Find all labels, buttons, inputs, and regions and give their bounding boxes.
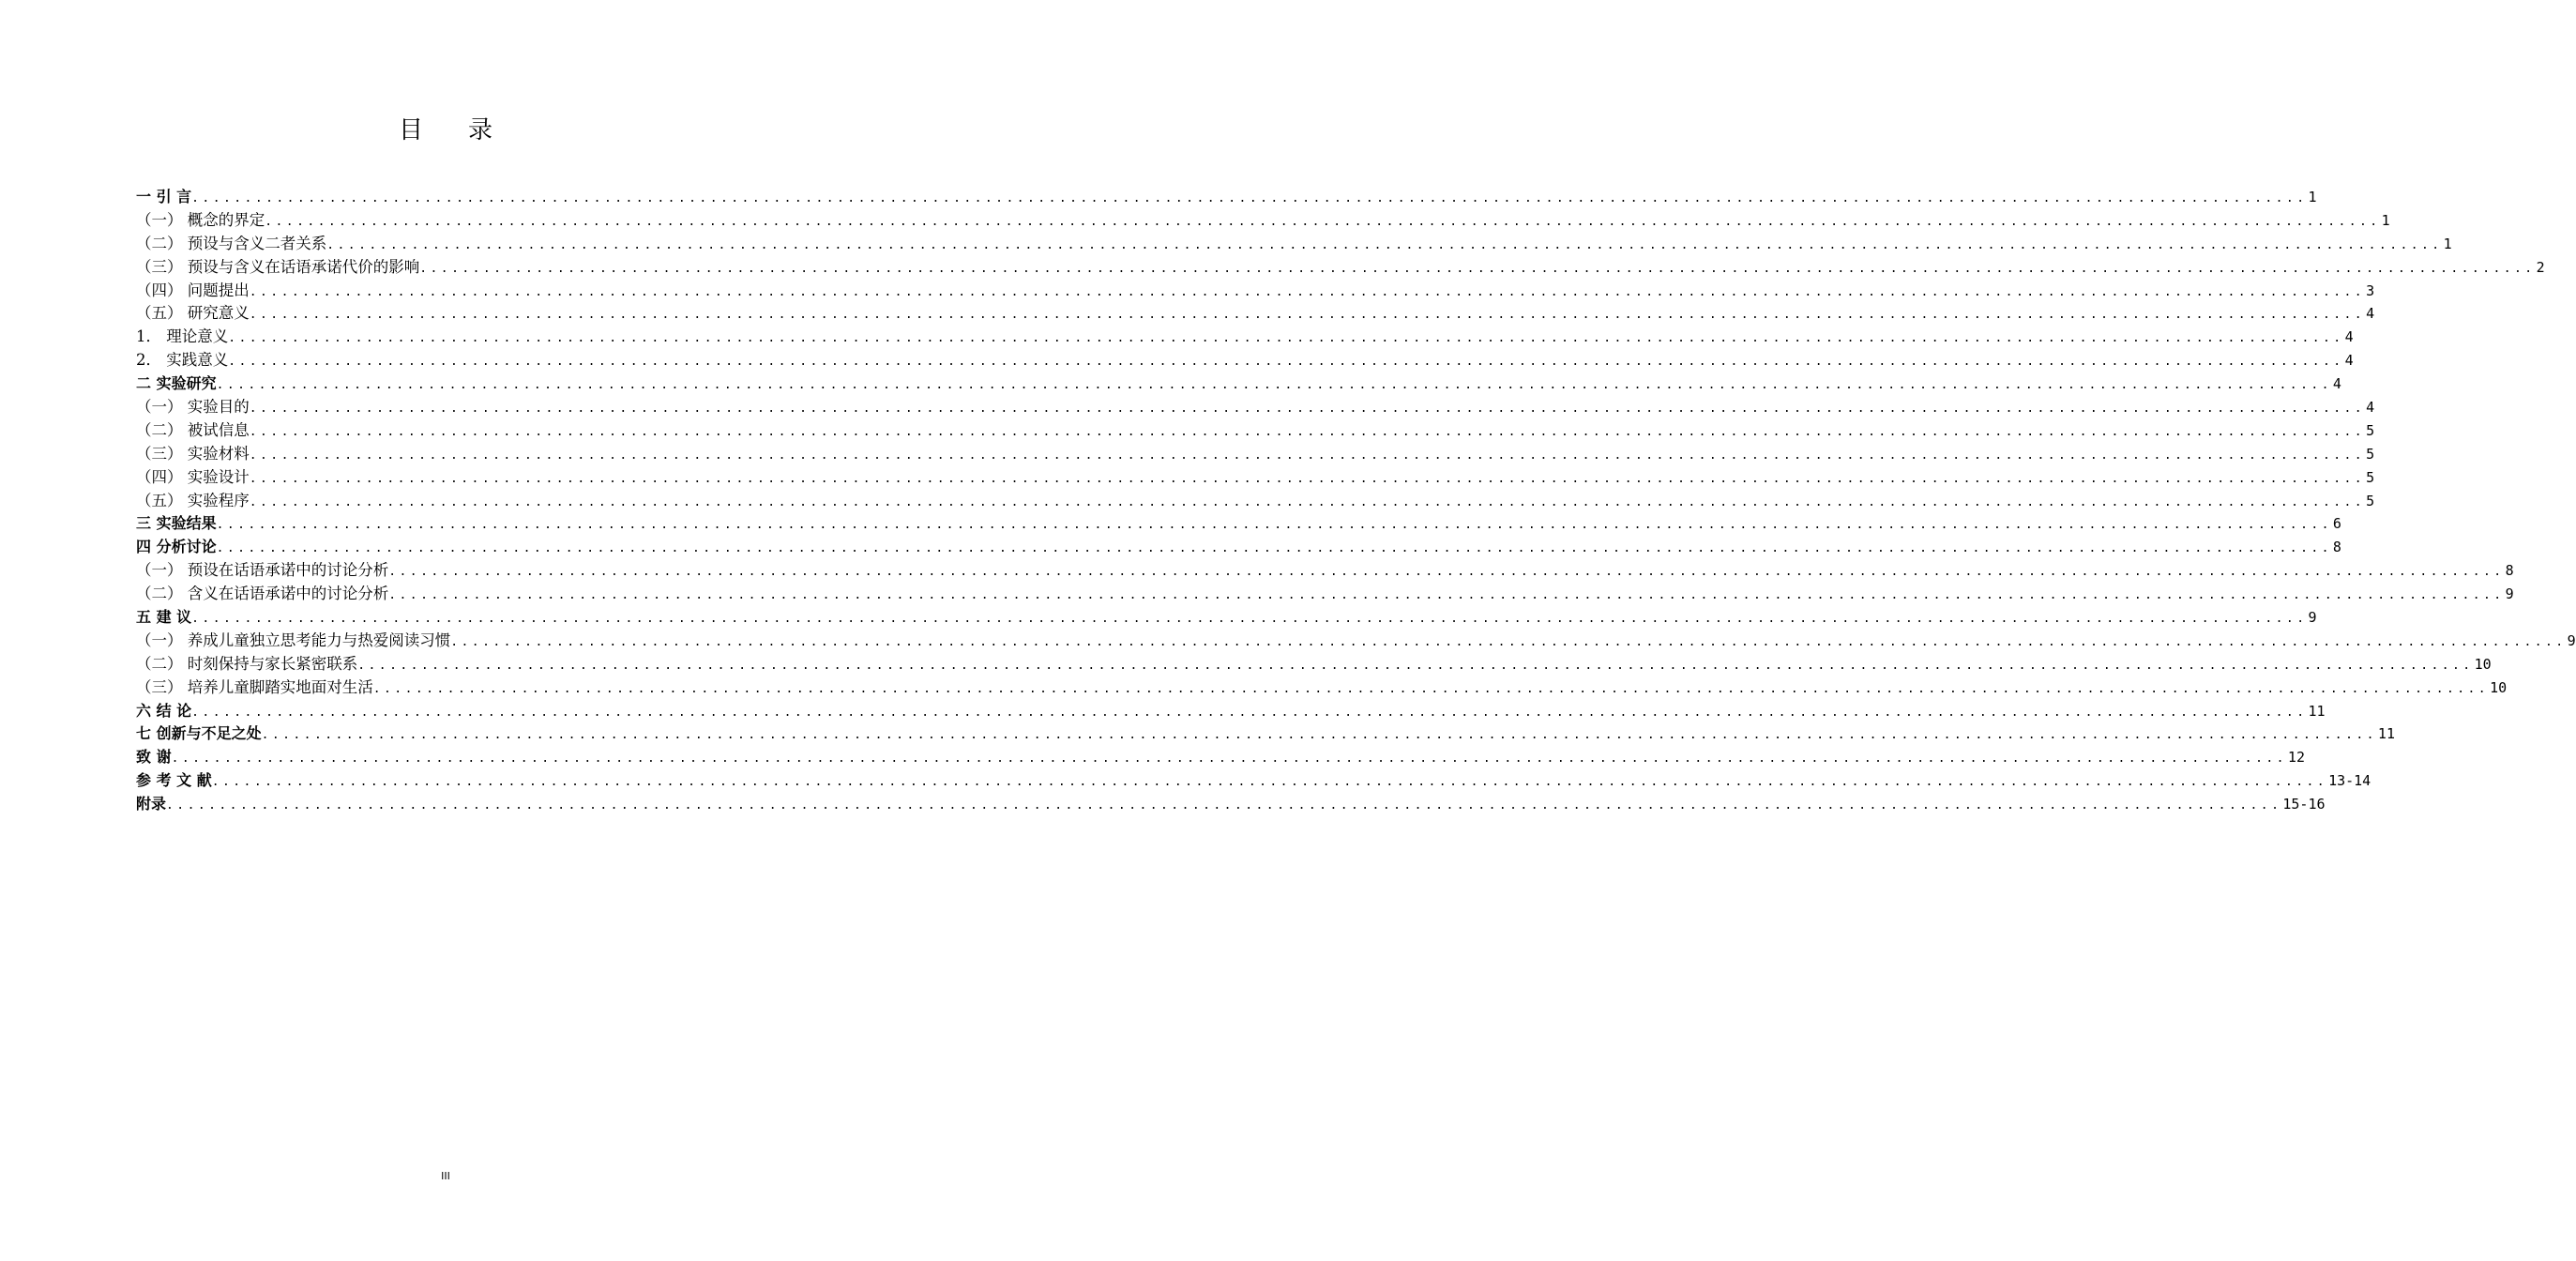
toc-entry-label: （一） 预设在话语承诺中的讨论分析 [136, 561, 389, 580]
toc-entry-page: 2 [2536, 258, 2545, 276]
toc-entry[interactable] [136, 700, 2326, 723]
toc-entry-label: （三） 预设与含义在话语承诺代价的影响 [136, 257, 420, 276]
toc-leader-dots: ........................................................................................................................................................................................................ [191, 191, 2308, 205]
toc-leader-dots: ........................................................................................................................................................................................................ [249, 424, 2366, 439]
toc-entry-label: （三） 实验材料 [136, 444, 250, 463]
toc-entry-page: 1 [2381, 211, 2390, 229]
toc-entry-page: 5 [2366, 492, 2375, 509]
toc-entry-label: （二） 被试信息 [136, 420, 250, 439]
toc-leader-dots: ........................................................................................................................................................................................................ [171, 752, 2287, 767]
toc-leader-dots: ........................................................................................................................................................................................................ [357, 658, 2474, 673]
toc-entry-label: 参 考 文 献 [136, 771, 212, 790]
toc-entry-label: 致 谢 [136, 748, 172, 767]
table-of-contents [136, 186, 2576, 816]
toc-entry-page: 15-16 [2282, 796, 2326, 813]
toc-entry-page: 10 [2474, 655, 2492, 673]
toc-entry[interactable] [136, 653, 2492, 676]
toc-entry-page: 1 [2308, 189, 2317, 205]
toc-entry-page: 6 [2332, 515, 2341, 533]
toc-entry-page: 9 [2567, 631, 2576, 649]
toc-entry[interactable] [136, 722, 2395, 746]
toc-entry[interactable] [136, 746, 2305, 769]
toc-entry-page: 9 [2505, 585, 2514, 603]
toc-leader-dots: ........................................................................................................................................................................................................ [388, 588, 2505, 603]
toc-leader-dots: ........................................................................................................................................................................................................ [228, 331, 2344, 346]
toc-entry-label: （四） 实验设计 [136, 467, 250, 486]
toc-entry[interactable] [136, 419, 2375, 443]
toc-entry-page: 13-14 [2328, 772, 2371, 790]
toc-entry-label: （五） 实验程序 [136, 491, 250, 509]
toc-entry[interactable] [136, 233, 2452, 256]
toc-entry-page: 1 [2443, 235, 2452, 252]
toc-entry[interactable] [136, 280, 2375, 303]
toc-leader-dots: ........................................................................................................................................................................................................ [216, 541, 2332, 556]
toc-leader-dots: ........................................................................................................................................................................................................ [211, 775, 2328, 790]
toc-entry[interactable] [136, 512, 2341, 536]
toc-leader-dots: ........................................................................................................................................................................................................ [216, 518, 2332, 533]
toc-entry-label: 1． 理论意义 [136, 327, 229, 346]
toc-entry[interactable] [136, 793, 2326, 816]
toc-entry-page: 5 [2366, 445, 2375, 463]
toc-entry[interactable] [136, 676, 2508, 700]
toc-leader-dots: ........................................................................................................................................................................................................ [249, 308, 2366, 323]
toc-entry-label: 附录 [136, 795, 167, 813]
toc-leader-dots: ........................................................................................................................................................................................................ [450, 634, 2567, 649]
toc-entry-page: 5 [2366, 468, 2375, 486]
toc-entry-page: 9 [2308, 609, 2317, 627]
toc-entry-label: 二 实验研究 [136, 374, 217, 393]
toc-entry-label: （三） 培养儿童脚踏实地面对生活 [136, 677, 373, 696]
toc-entry-page: 11 [2308, 702, 2326, 720]
toc-leader-dots: ........................................................................................................................................................................................................ [249, 402, 2366, 417]
toc-entry[interactable] [136, 396, 2375, 419]
toc-entry-page: 4 [2366, 399, 2375, 417]
toc-entry-page: 4 [2344, 352, 2354, 370]
toc-entry-label: 七 创新与不足之处 [136, 724, 262, 743]
toc-leader-dots: ........................................................................................................................................................................................................ [249, 471, 2366, 486]
toc-entry-page: 4 [2344, 328, 2354, 346]
toc-leader-dots: ........................................................................................................................................................................................................ [216, 378, 2332, 393]
toc-leader-dots: ........................................................................................................................................................................................................ [249, 494, 2366, 509]
toc-leader-dots: ........................................................................................................................................................................................................ [265, 214, 2381, 229]
toc-entry-label: 2． 实践意义 [136, 351, 229, 370]
toc-entry-label: 四 分析讨论 [136, 538, 217, 556]
toc-leader-dots: ........................................................................................................................................................................................................ [249, 284, 2366, 299]
toc-entry-page: 8 [2505, 562, 2514, 580]
toc-leader-dots: ........................................................................................................................................................................................................ [191, 705, 2308, 720]
toc-entry-page: 8 [2332, 539, 2341, 556]
toc-entry[interactable] [136, 186, 2317, 209]
toc-entry-page: 12 [2287, 749, 2305, 767]
toc-entry-page: 5 [2366, 421, 2375, 439]
toc-entry-label: 六 结 论 [136, 701, 192, 720]
toc-entry[interactable] [136, 583, 2514, 606]
toc-entry[interactable] [136, 443, 2375, 466]
toc-entry[interactable] [136, 209, 2390, 233]
toc-entry-label: 三 实验结果 [136, 514, 217, 533]
toc-entry[interactable] [136, 372, 2341, 396]
toc-leader-dots: ........................................................................................................................................................................................................ [326, 237, 2443, 252]
toc-entry[interactable] [136, 326, 2354, 349]
toc-entry-page: 4 [2366, 305, 2375, 323]
page-number: III [441, 1170, 450, 1182]
toc-entry-label: （一） 养成儿童独立思考能力与热爱阅读习惯 [136, 630, 451, 649]
toc-leader-dots: ........................................................................................................................................................................................................ [372, 681, 2490, 696]
toc-entry[interactable] [136, 349, 2354, 372]
toc-entry[interactable] [136, 559, 2514, 583]
toc-leader-dots: ........................................................................................................................................................................................................ [419, 261, 2536, 276]
toc-entry[interactable] [136, 630, 2576, 653]
toc-entry[interactable] [136, 769, 2371, 793]
toc-entry[interactable] [136, 466, 2375, 490]
toc-entry-page: 4 [2332, 375, 2341, 393]
toc-leader-dots: ........................................................................................................................................................................................................ [228, 355, 2344, 370]
title-part-2: 录 [468, 116, 493, 144]
toc-entry-label: （一） 概念的界定 [136, 210, 265, 229]
toc-entry-label: （五） 研究意义 [136, 304, 250, 323]
toc-entry-page: 3 [2366, 281, 2375, 299]
toc-entry-label: （二） 预设与含义二者关系 [136, 234, 327, 252]
toc-entry[interactable] [136, 302, 2375, 326]
toc-entry-label: （二） 含义在话语承诺中的讨论分析 [136, 585, 389, 603]
toc-entry-label: （二） 时刻保持与家长紧密联系 [136, 654, 358, 673]
toc-leader-dots: ........................................................................................................................................................................................................ [261, 728, 2377, 743]
toc-entry[interactable] [136, 536, 2341, 559]
page-title [0, 111, 891, 145]
toc-entry-label: （一） 实验目的 [136, 398, 250, 417]
toc-entry-label: （四） 问题提出 [136, 281, 250, 299]
toc-entry-label: 一 引 言 [136, 188, 192, 205]
toc-entry[interactable] [136, 256, 2545, 280]
toc-entry-page: 11 [2377, 725, 2395, 743]
toc-leader-dots: ........................................................................................................................................................................................................ [249, 448, 2366, 463]
toc-leader-dots: ........................................................................................................................................................................................................ [191, 612, 2308, 627]
toc-entry[interactable] [136, 606, 2317, 630]
toc-entry[interactable] [136, 490, 2375, 513]
toc-leader-dots: ........................................................................................................................................................................................................ [166, 798, 2282, 813]
toc-entry-page: 10 [2490, 678, 2508, 696]
title-part-1: 目 [398, 116, 423, 144]
toc-entry-label: 五 建 议 [136, 608, 192, 627]
toc-leader-dots: ........................................................................................................................................................................................................ [388, 565, 2505, 580]
